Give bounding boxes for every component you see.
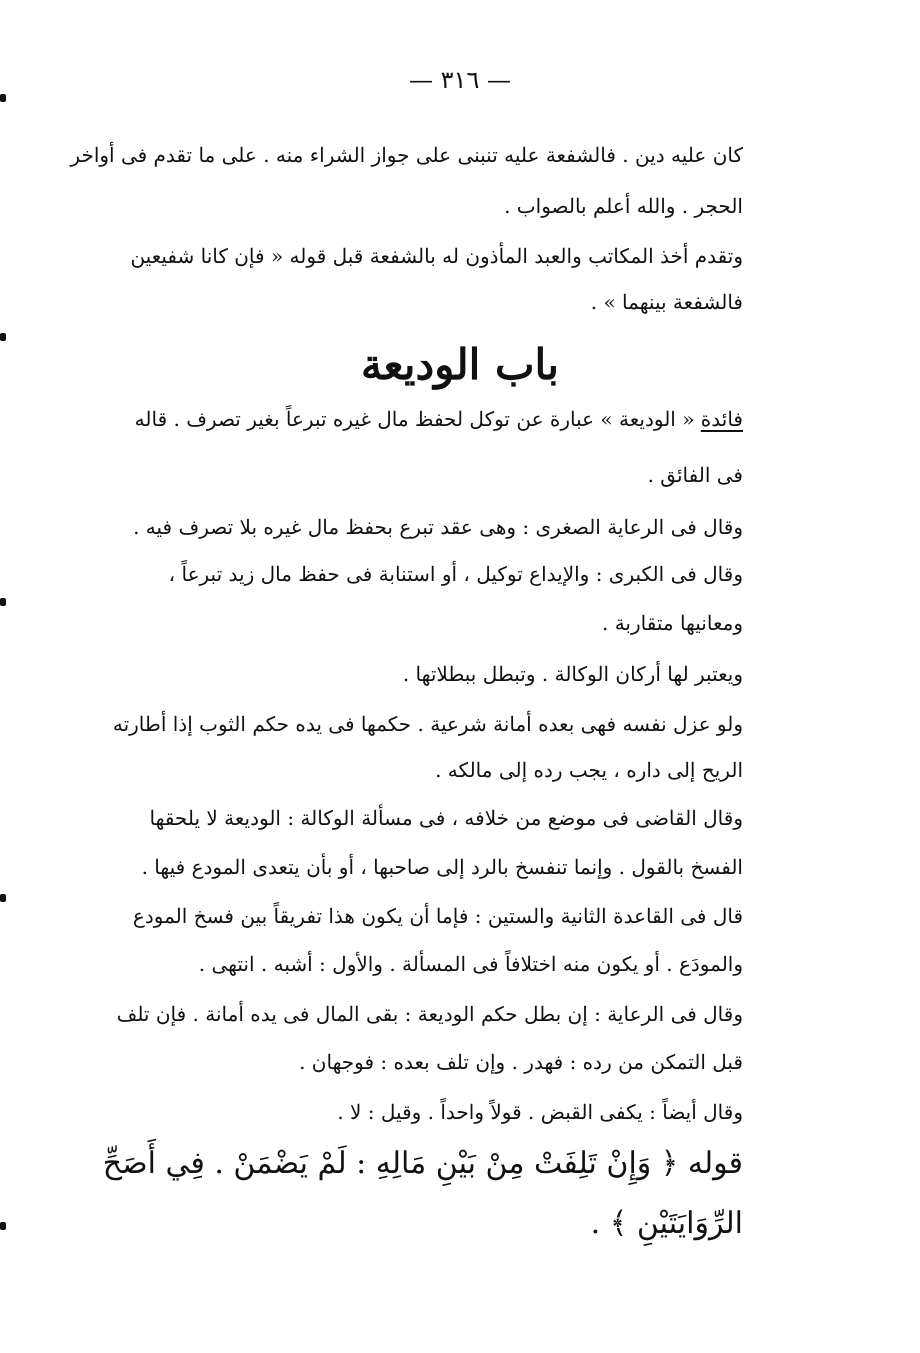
margin-mark — [0, 598, 6, 606]
text-line: قال فى القاعدة الثانية والستين : فإما أن يكون هذا تفريقاً بين فسخ المودع — [132, 904, 743, 928]
quote-line: الرِّوَايَتَيْنِ ﴾ . — [590, 1206, 743, 1241]
text-line: والمودَع . أو يكون منه اختلافاً فى المسألة . والأول : أشبه . انتهى . — [198, 952, 743, 976]
text-line: وقال فى الرعاية : إن بطل حكم الوديعة : بقى المال فى يده أمانة . فإن تلف — [116, 1002, 743, 1026]
faida-text: « الوديعة » عبارة عن توكل لحفظ مال غيره تبرعاً بغير تصرف . قاله — [134, 407, 701, 431]
text-line: فالشفعة بينهما » . — [590, 290, 743, 314]
margin-mark — [0, 333, 6, 341]
text-line: فى الفائق . — [647, 463, 743, 487]
margin-mark — [0, 94, 6, 102]
chapter-title: باب الوديعة — [361, 340, 559, 389]
faida-lemma: فائدة — [700, 407, 743, 431]
page-number: — ٣١٦ — — [409, 66, 511, 94]
text-line: الريح إلى داره ، يجب رده إلى مالكه . — [435, 758, 743, 782]
text-line: كان عليه دين . فالشفعة عليه تنبنى على جواز الشراء منه . على ما تقدم فى أواخر — [70, 143, 743, 167]
text-line: قبل التمكن من رده : فهدر . وإن تلف بعده : فوجهان . — [299, 1050, 743, 1074]
text-line: وقال أيضاً : يكفى القبض . قولاً واحداً . وقيل : لا . — [337, 1100, 743, 1124]
faida-line — [98, 407, 743, 431]
text-line: ولو عزل نفسه فهى بعده أمانة شرعية . حكمها فى يده حكم الثوب إذا أطارته — [112, 712, 743, 736]
text-line: وقال القاضى فى موضع من خلافه ، فى مسألة الوكالة : الوديعة لا يلحقها — [149, 806, 743, 830]
text-line: الحجر . والله أعلم بالصواب . — [504, 194, 743, 218]
margin-mark — [0, 1222, 6, 1230]
text-line: ومعانيها متقاربة . — [601, 611, 743, 635]
text-line: ويعتبر لها أركان الوكالة . وتبطل ببطلاتها . — [402, 662, 743, 686]
quote-line: قوله ﴿ وَإِنْ تَلِفَتْ مِنْ بَيْنِ مَالِهِ : لَمْ يَضْمَنْ . فِي أَصَحِّ — [102, 1146, 743, 1181]
text-line: وتقدم أخذ المكاتب والعبد المأذون له بالشفعة قبل قوله « فإن كانا شفيعين — [130, 244, 743, 268]
text-line: وقال فى الكبرى : والإيداع توكيل ، أو استنابة فى حفظ مال زيد تبرعاً ، — [168, 562, 743, 586]
text-line: وقال فى الرعاية الصغرى : وهى عقد تبرع بحفظ مال غيره بلا تصرف فيه . — [133, 515, 743, 539]
text-line: الفسخ بالقول . وإنما تنفسخ بالرد إلى صاحبها ، أو بأن يتعدى المودع فيها . — [141, 855, 743, 879]
margin-mark — [0, 894, 6, 902]
